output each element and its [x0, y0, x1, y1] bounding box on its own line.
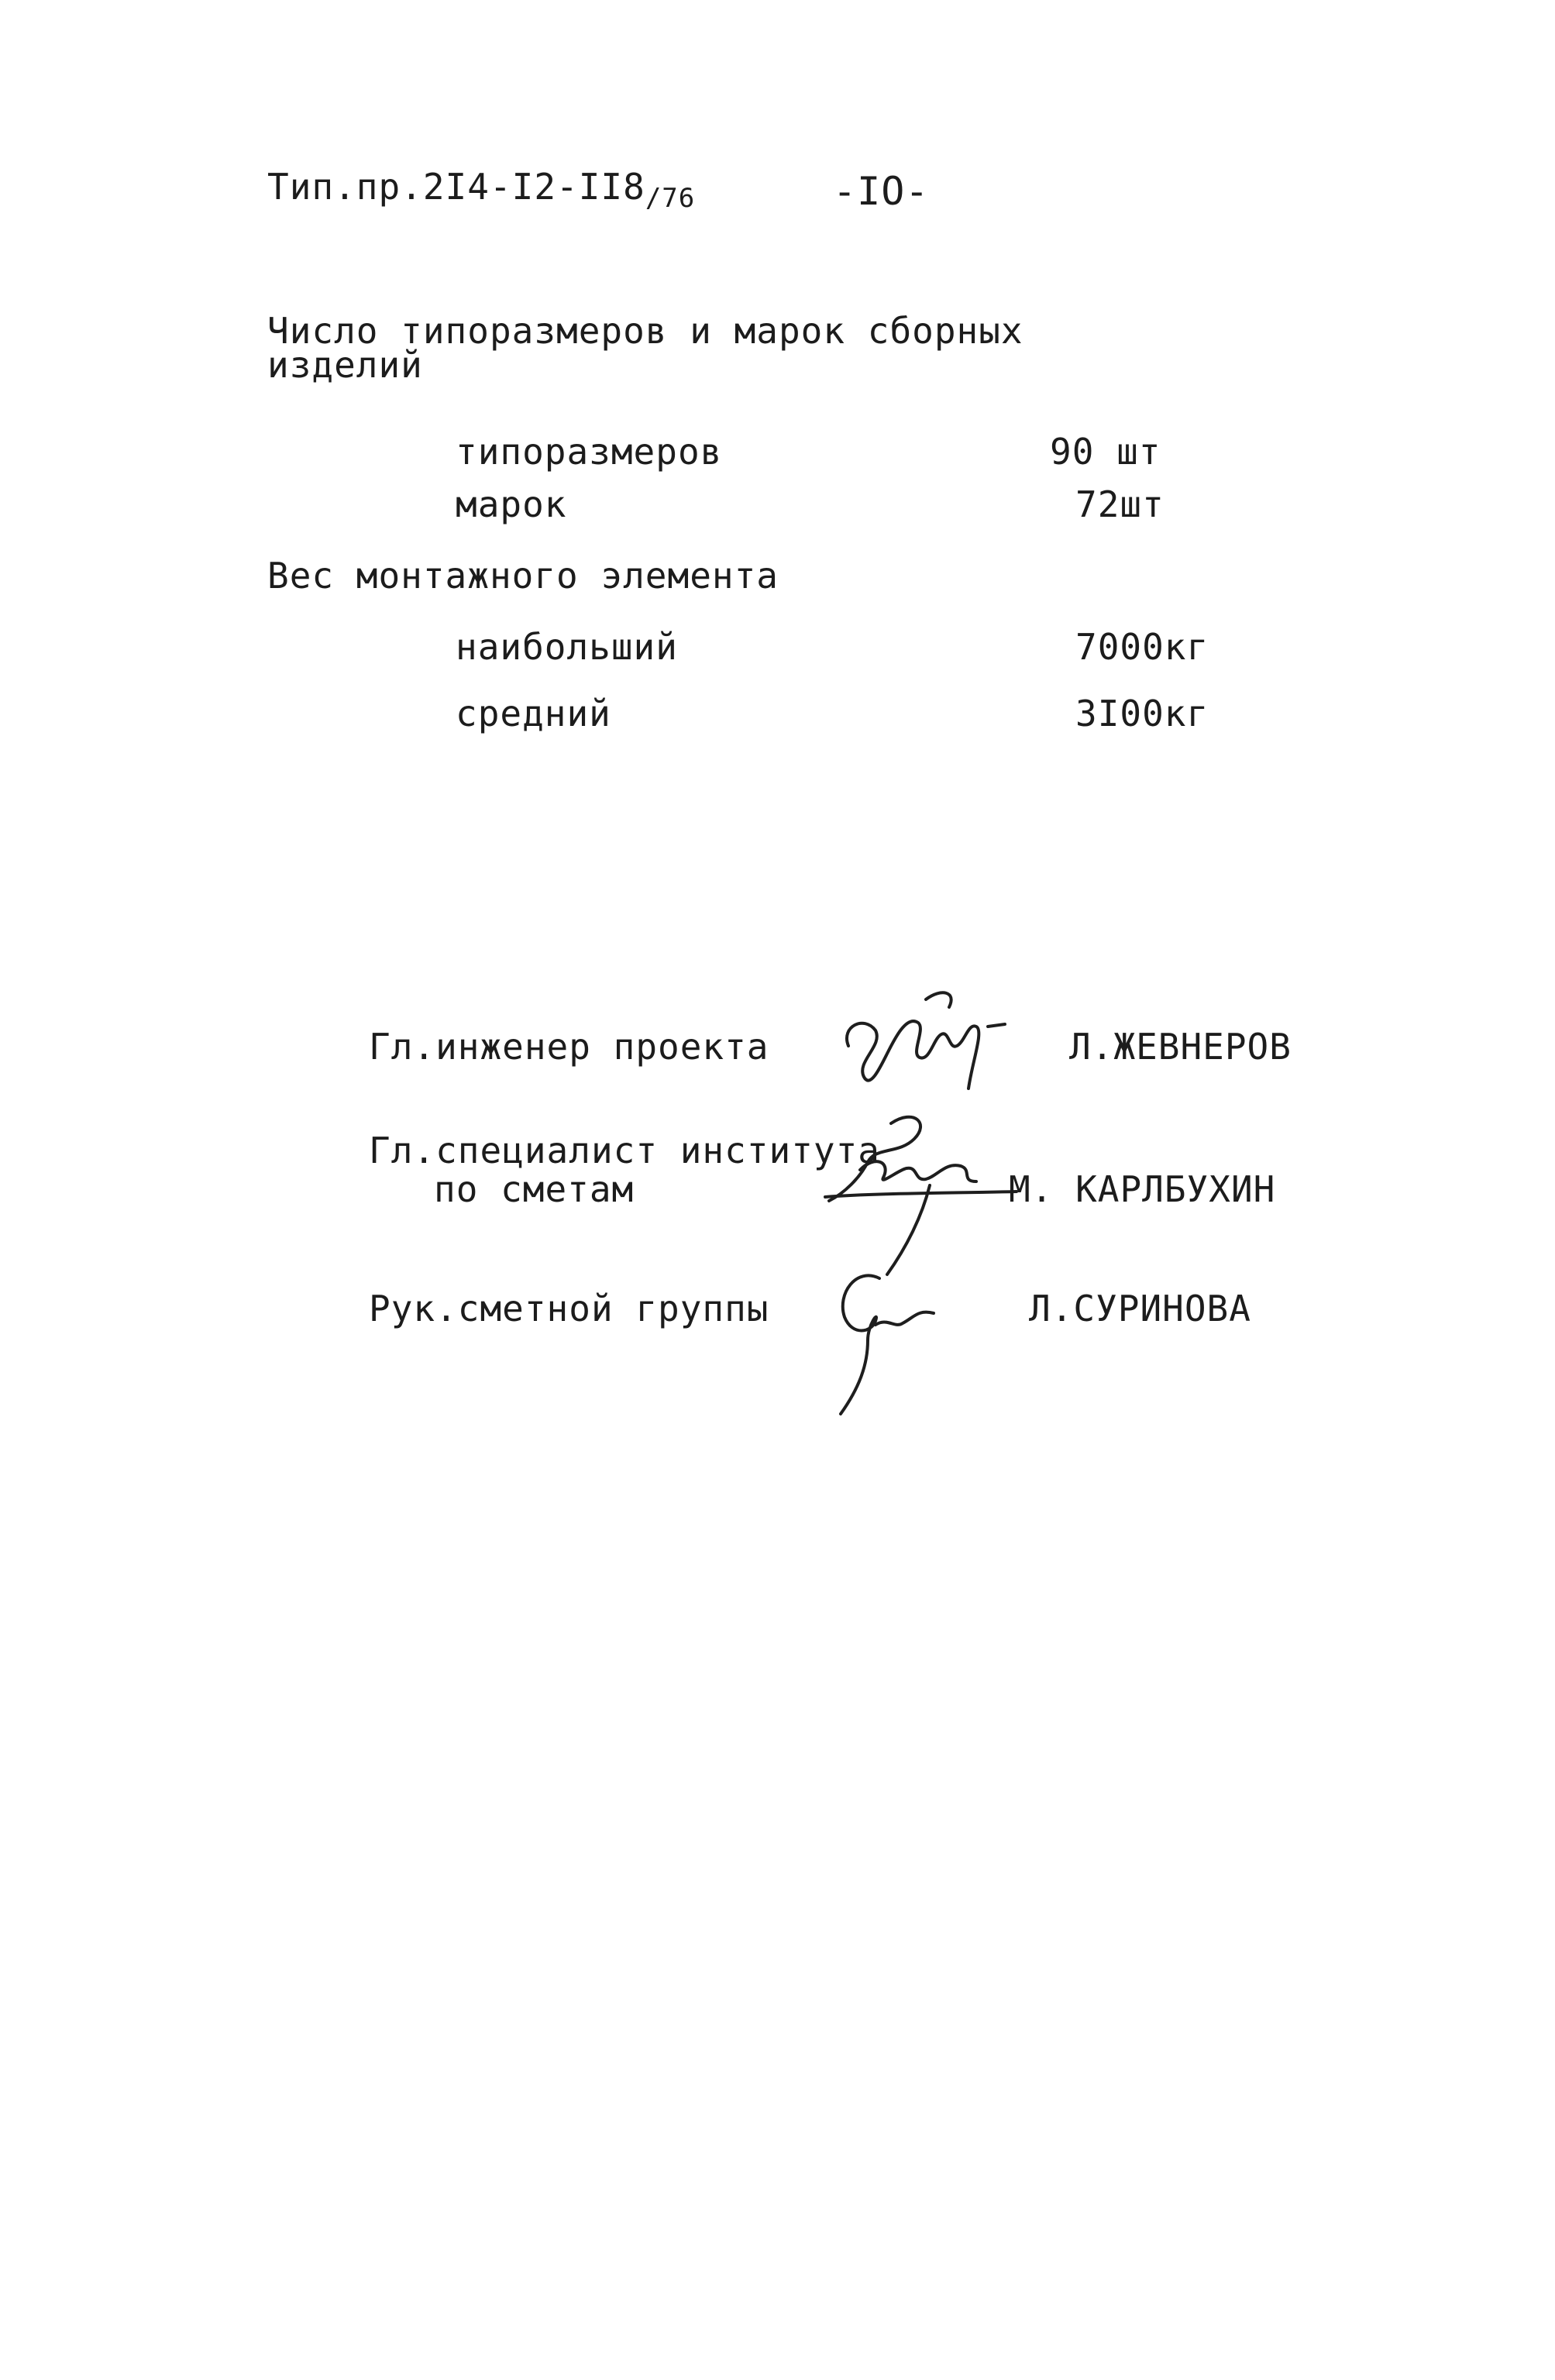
signatory-name-karlbukhin: М. КАРЛБУХИН	[1009, 1168, 1276, 1210]
row-label-max-weight: наибольший	[456, 626, 678, 668]
page-number: -IO-	[833, 169, 930, 214]
row-label-avg-weight: средний	[456, 693, 611, 734]
document-code: $Тип.пр.2I4-I2-II8_{/76}$	[267, 166, 696, 214]
signatory-role-chief-engineer: Гл.инженер проекта	[369, 1026, 769, 1068]
signatory-name-surinova: Л.СУРИНОВА	[1029, 1288, 1251, 1329]
signature-chief-engineer	[833, 984, 1011, 1100]
document-code-fraction: /76	[645, 183, 696, 214]
signature-chief-specialist	[814, 1108, 1023, 1278]
signatory-role-chief-specialist: Гл.специалист института	[369, 1130, 880, 1171]
signature-estimate-group-head	[825, 1263, 957, 1418]
section-title-weight: Вес монтажного элемента	[267, 555, 779, 597]
signatory-role-estimate-group-head: Рук.сметной группы	[369, 1288, 769, 1329]
section-title-sizes: Число типоразмеров и марок сборных	[267, 310, 1023, 352]
row-value-typesizes: 90 шт	[1050, 431, 1161, 473]
signatory-role-chief-specialist-cont: по сметам	[434, 1168, 635, 1210]
row-value-max-weight: 7000кг	[1075, 626, 1209, 668]
row-label-brands: марок	[456, 483, 567, 525]
signatory-name-zhevnerov: Л.ЖЕВНЕРОВ	[1069, 1026, 1292, 1068]
row-value-brands: 72шт	[1075, 483, 1165, 525]
row-label-typesizes: типоразмеров	[456, 431, 723, 473]
section-title-sizes-cont: изделий	[267, 344, 423, 386]
row-value-avg-weight: 3I00кг	[1075, 693, 1209, 734]
